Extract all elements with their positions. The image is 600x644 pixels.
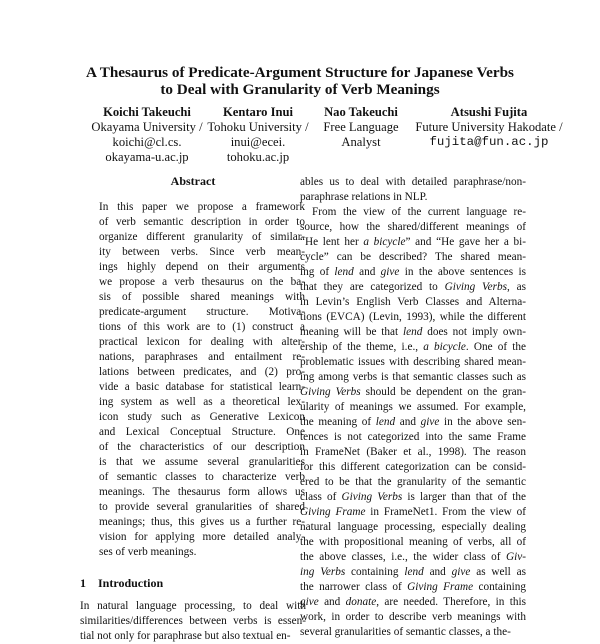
author-email: okayama-u.ac.jp [105, 150, 189, 164]
text-line: problematic issues with describing shared mean- [300, 356, 526, 368]
text-line: similarities/differences between verbs is essen- [80, 615, 306, 627]
author-name: Kentaro Inui [222, 105, 294, 119]
text-line: of verb semantic description in order to [99, 216, 305, 228]
section-number: 1 [80, 576, 86, 590]
text-line: tences is not categorized into the same Frame [300, 431, 526, 443]
right-column [300, 175, 526, 640]
text-line: give and donate, are needed. Therefore, in this [300, 596, 526, 608]
text-line: the above classes, i.e., the wider class of Giv- [300, 551, 526, 563]
text-line: work, in order to describe verb meanings with [300, 611, 526, 623]
paragraph [300, 175, 526, 205]
author-name: Nao Takeuchi [324, 105, 398, 119]
author-email: inui@ecei. [230, 135, 286, 149]
text-line: vision for applying more detailed analy- [99, 531, 305, 543]
text-line: ing system as well as a theoretical lex- [99, 396, 305, 408]
text-line: source, how the shared/different meanings of [300, 221, 526, 233]
text-line: predicate-argument structure. Motiva- [99, 306, 305, 318]
text-line: ing among verbs is that semantic classes such as [300, 371, 526, 383]
author-email: tohoku.ac.jp [226, 150, 290, 164]
text-line: tial not only for paraphrase but also textual en- [80, 630, 291, 642]
text-line: for this different categorization can be consid- [300, 461, 526, 473]
section-title: Introduction [98, 576, 164, 590]
text-line: and Lexical Conceptual Structure. One [99, 426, 305, 438]
text-line: Giving Frame in FrameNet1. From the view of [300, 506, 526, 518]
text-line: organize different granularity of similar- [99, 231, 305, 243]
title-line-1: A Thesaurus of Predicate-Argument Structure for Japanese Verbs [86, 64, 514, 81]
text-line: is that we assume several granularities [99, 456, 305, 468]
text-line: vide a basic database for statistical learn- [99, 381, 305, 393]
text-line: ses of verb meanings. [99, 546, 197, 558]
text-line: we propose a verb thesaurus on the ba- [99, 276, 305, 288]
text-line: practical lexicon for dealing with alter- [99, 336, 305, 348]
abstract-body [80, 200, 306, 560]
introduction-body [80, 599, 306, 644]
text-line: ables us to deal with detailed paraphrase/non- [300, 176, 526, 188]
text-line: In this paper we propose a framework [99, 201, 305, 213]
text-line: ing Verbs containing lend and give as well as [300, 566, 526, 578]
author-email: koichi@cl.cs. [112, 135, 182, 149]
text-line: meanings; thus, this gives us a further re- [99, 516, 305, 528]
paragraph [300, 205, 526, 640]
author-name: Atsushi Fujita [450, 105, 528, 119]
author-affiliation: Analyst [341, 135, 381, 149]
text-line: tions (EVCA) (Levin, 1993), while the different [300, 311, 526, 323]
author-affiliation: Tohoku University / [207, 120, 309, 134]
text-line: natural language processing, especially dealing [300, 521, 526, 533]
text-line: ularity of meanings we assumed. For example, [300, 401, 526, 413]
text-line: of the characteristics of our description [99, 441, 305, 453]
text-line: Giving Verbs should be dependent on the gran- [300, 386, 526, 398]
text-line: sis of possible shared meanings with [99, 291, 305, 303]
title-line-2: to Deal with Granularity of Verb Meanings [160, 81, 440, 98]
section-heading [80, 576, 306, 591]
left-column [80, 174, 306, 644]
author-block-4 [398, 105, 580, 150]
text-line: to provide several granularities of shared [99, 501, 305, 513]
text-line: the meaning of lend and give in the above sen- [300, 416, 527, 428]
text-line: class of Giving Verbs is larger than that of the [300, 491, 526, 503]
text-line: meanings. The thesaurus form allows us [99, 486, 305, 498]
text-line: the with propositional meaning of verbs, all of [300, 536, 526, 548]
text-line: meaning will be that lend does not imply own- [300, 326, 527, 338]
text-line: that they are categorized to Giving Verbs, as [300, 281, 527, 293]
text-line: ership of the theme, i.e., a bicycle. One of the [300, 341, 527, 353]
text-line: ing of lend and give in the above sentences is [300, 266, 527, 278]
text-line: icon study such as Generative Lexicon [99, 411, 305, 423]
abstract-heading: Abstract [170, 174, 216, 188]
text-line: ered to be that the granularity of the semantic [300, 476, 526, 488]
paper-title [40, 64, 560, 98]
author-affiliation: Okayama University / [91, 120, 203, 134]
text-line: in FrameNet (Baker et al., 1998). The reason [300, 446, 526, 458]
text-line: in Levin’s English Verb Classes and Alterna- [300, 296, 526, 308]
text-line: tions of this work are to (1) construct a [99, 321, 305, 333]
text-line: ings highly depend on their arguments [99, 261, 305, 273]
author-name: Koichi Takeuchi [103, 105, 191, 119]
text-line: In natural language processing, to deal with [80, 600, 306, 612]
text-line: cycle” can be described? The shared mean- [300, 251, 526, 263]
text-line: lations between predicates, and (2) pro- [99, 366, 305, 378]
text-line: nations, paraphrases and entailment re- [99, 351, 305, 363]
author-email: fujita@fun.ac.jp [429, 135, 549, 149]
author-affiliation: Free Language [323, 120, 399, 134]
text-line: paraphrase relations in NLP. [300, 191, 428, 203]
author-affiliation: Future University Hakodate / [415, 120, 563, 134]
text-line: “He lent her a bicycle” and “He gave her a bi- [300, 236, 526, 248]
text-line: of semantic classes to characterize verb [99, 471, 305, 483]
text-line: From the view of the current language re- [312, 206, 526, 218]
text-line: the narrower class of Giving Frame containing [300, 581, 526, 593]
text-line: ity between verbs. Since verb mean- [99, 246, 305, 258]
text-line: several granularities of semantic classes, a the- [300, 626, 511, 638]
